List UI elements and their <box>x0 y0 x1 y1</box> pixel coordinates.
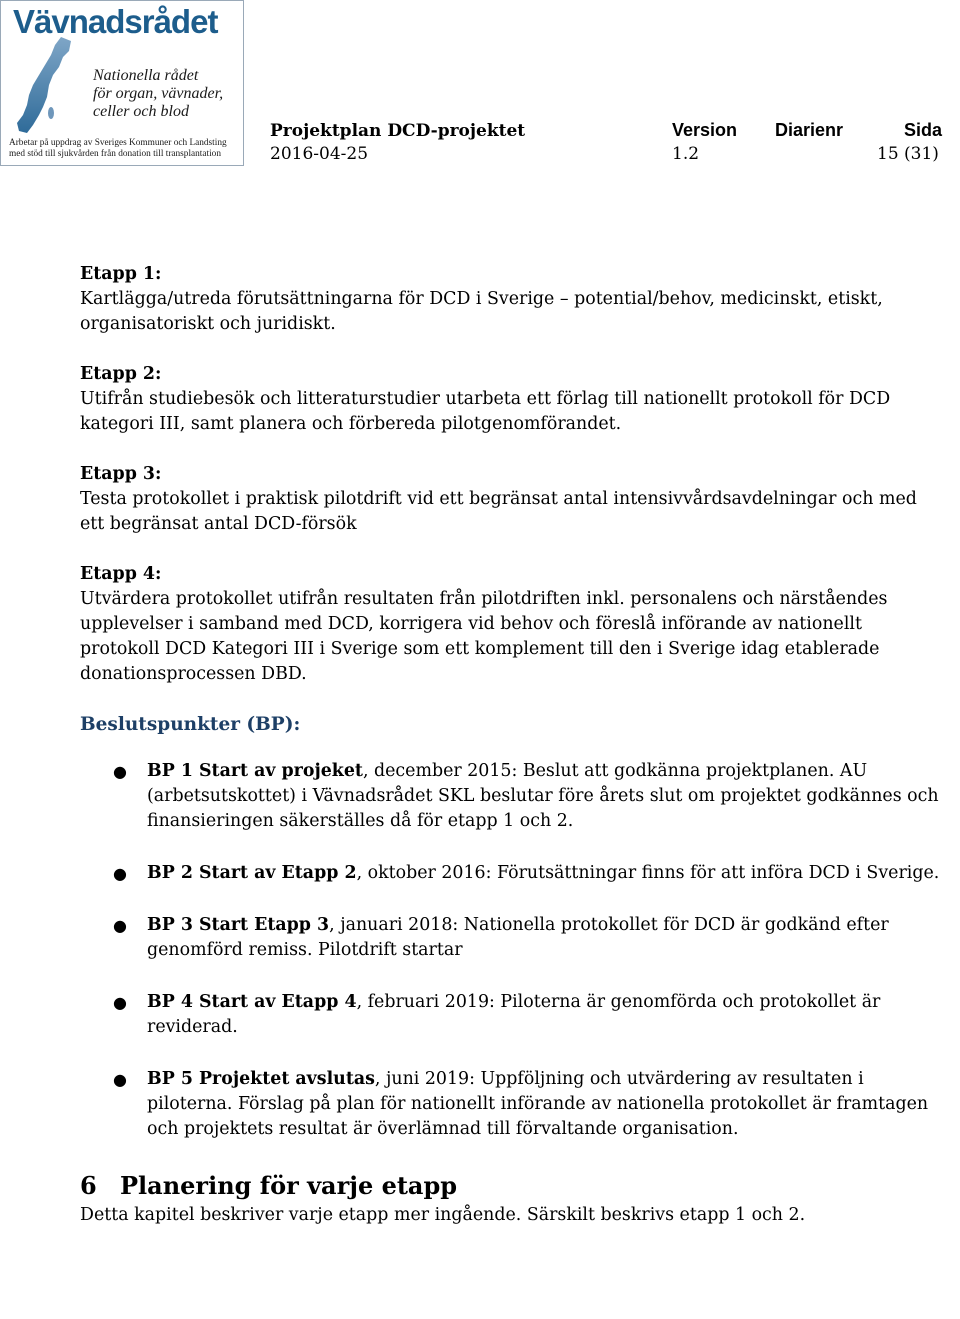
list-item: ● BP 4 Start av Etapp 4, februari 2019: Piloterna är genomförda och protokollet är reviderad. <box>113 992 881 1037</box>
document-title: Projektplan DCD-projektet <box>270 121 526 141</box>
version-label: Version <box>672 120 738 140</box>
document-body <box>80 262 940 1228</box>
bullet-icon: ● <box>113 916 127 935</box>
beslutspunkter-list <box>80 759 940 1142</box>
beslutspunkter-heading: Beslutspunkter (BP): <box>80 714 301 735</box>
list-item: ● BP 5 Projektet avslutas, juni 2019: Uppföljning och utvärdering av resultaten i piloterna. Förslag på plan för nationellt införande av nationella protokollet är framtagen och projektets resultat är överlämnad till förvaltande organisation. <box>113 1069 929 1139</box>
document-date: 2016-04-25 <box>270 144 369 164</box>
version-value: 1.2 <box>672 144 700 164</box>
list-item: ● BP 2 Start av Etapp 2, oktober 2016: Förutsättningar finns för att införa DCD i Sverige. <box>80 861 940 886</box>
etapp-text: Utifrån studiebesök och litteraturstudier utarbeta ett förlag till nationellt protokoll för DCD kategori III, samt planera och förbereda pilotgenomförandet. <box>80 389 891 434</box>
logo-footer: Arbetar på uppdrag av Sveriges Kommuner och Landsting med stöd till sjukvården från donation till transplantation <box>9 138 227 159</box>
bullet-icon: ● <box>113 993 127 1012</box>
etapp-heading: Etapp 3: <box>80 464 162 484</box>
etapp-heading: Etapp 1: <box>80 264 162 284</box>
section-title: Planering för varje etapp <box>120 1171 458 1200</box>
organization-logo <box>0 0 244 166</box>
section-number: 6 <box>80 1171 97 1200</box>
page-number: 15 (31) <box>877 144 939 164</box>
etapp-1 <box>80 262 940 337</box>
section-heading <box>80 1169 940 1203</box>
etapp-text: Testa protokollet i praktisk pilotdrift vid ett begränsat antal intensivvårdsavdelningar och med ett begränsat antal DCD-försök <box>80 489 917 534</box>
etapp-4 <box>80 562 940 687</box>
list-item: ● BP 1 Start av projeket, december 2015: Beslut att godkänna projektplanen. AU (arbetsutskottet) i Vävnadsrådet SKL beslutar före årets slut om projektet godkännes och finansieringen säkerställes då för etapp 1 och 2. <box>113 761 939 831</box>
list-item: ● BP 3 Start Etapp 3, januari 2018: Nationella protokollet för DCD är godkänd efter genomförd remiss. Pilotdrift startar <box>113 915 889 960</box>
etapp-text: Kartlägga/utreda förutsättningarna för DCD i Sverige – potential/behov, medicinskt, etiskt, organisatoriskt och juridiskt. <box>80 289 883 334</box>
diarienr-label: Diarienr <box>775 120 844 140</box>
etapp-heading: Etapp 2: <box>80 364 162 384</box>
etapp-3 <box>80 462 940 537</box>
bullet-icon: ● <box>113 762 127 781</box>
section-text: Detta kapitel beskriver varje etapp mer ingående. Särskilt beskrivs etapp 1 och 2. <box>80 1205 806 1225</box>
etapp-2 <box>80 362 940 437</box>
bullet-icon: ● <box>113 1070 127 1089</box>
etapp-heading: Etapp 4: <box>80 564 162 584</box>
sweden-map-icon <box>9 35 89 135</box>
sida-label: Sida <box>904 120 943 140</box>
bullet-icon: ● <box>113 864 127 883</box>
etapp-text: Utvärdera protokollet utifrån resultaten från pilotdriften inkl. personalens och närståendes upplevelser i samband med DCD, korrigera vid behov och föreslå införande av nationellt protokoll DCD Kategori III i Sverige som ett komplement till den i Sverige idag etablerade donationsprocessen DBD. <box>80 589 888 684</box>
logo-title: Vävnadsrådet <box>13 3 218 40</box>
logo-subtitle: Nationella rådet för organ, vävnader, celler och blod <box>93 67 224 120</box>
